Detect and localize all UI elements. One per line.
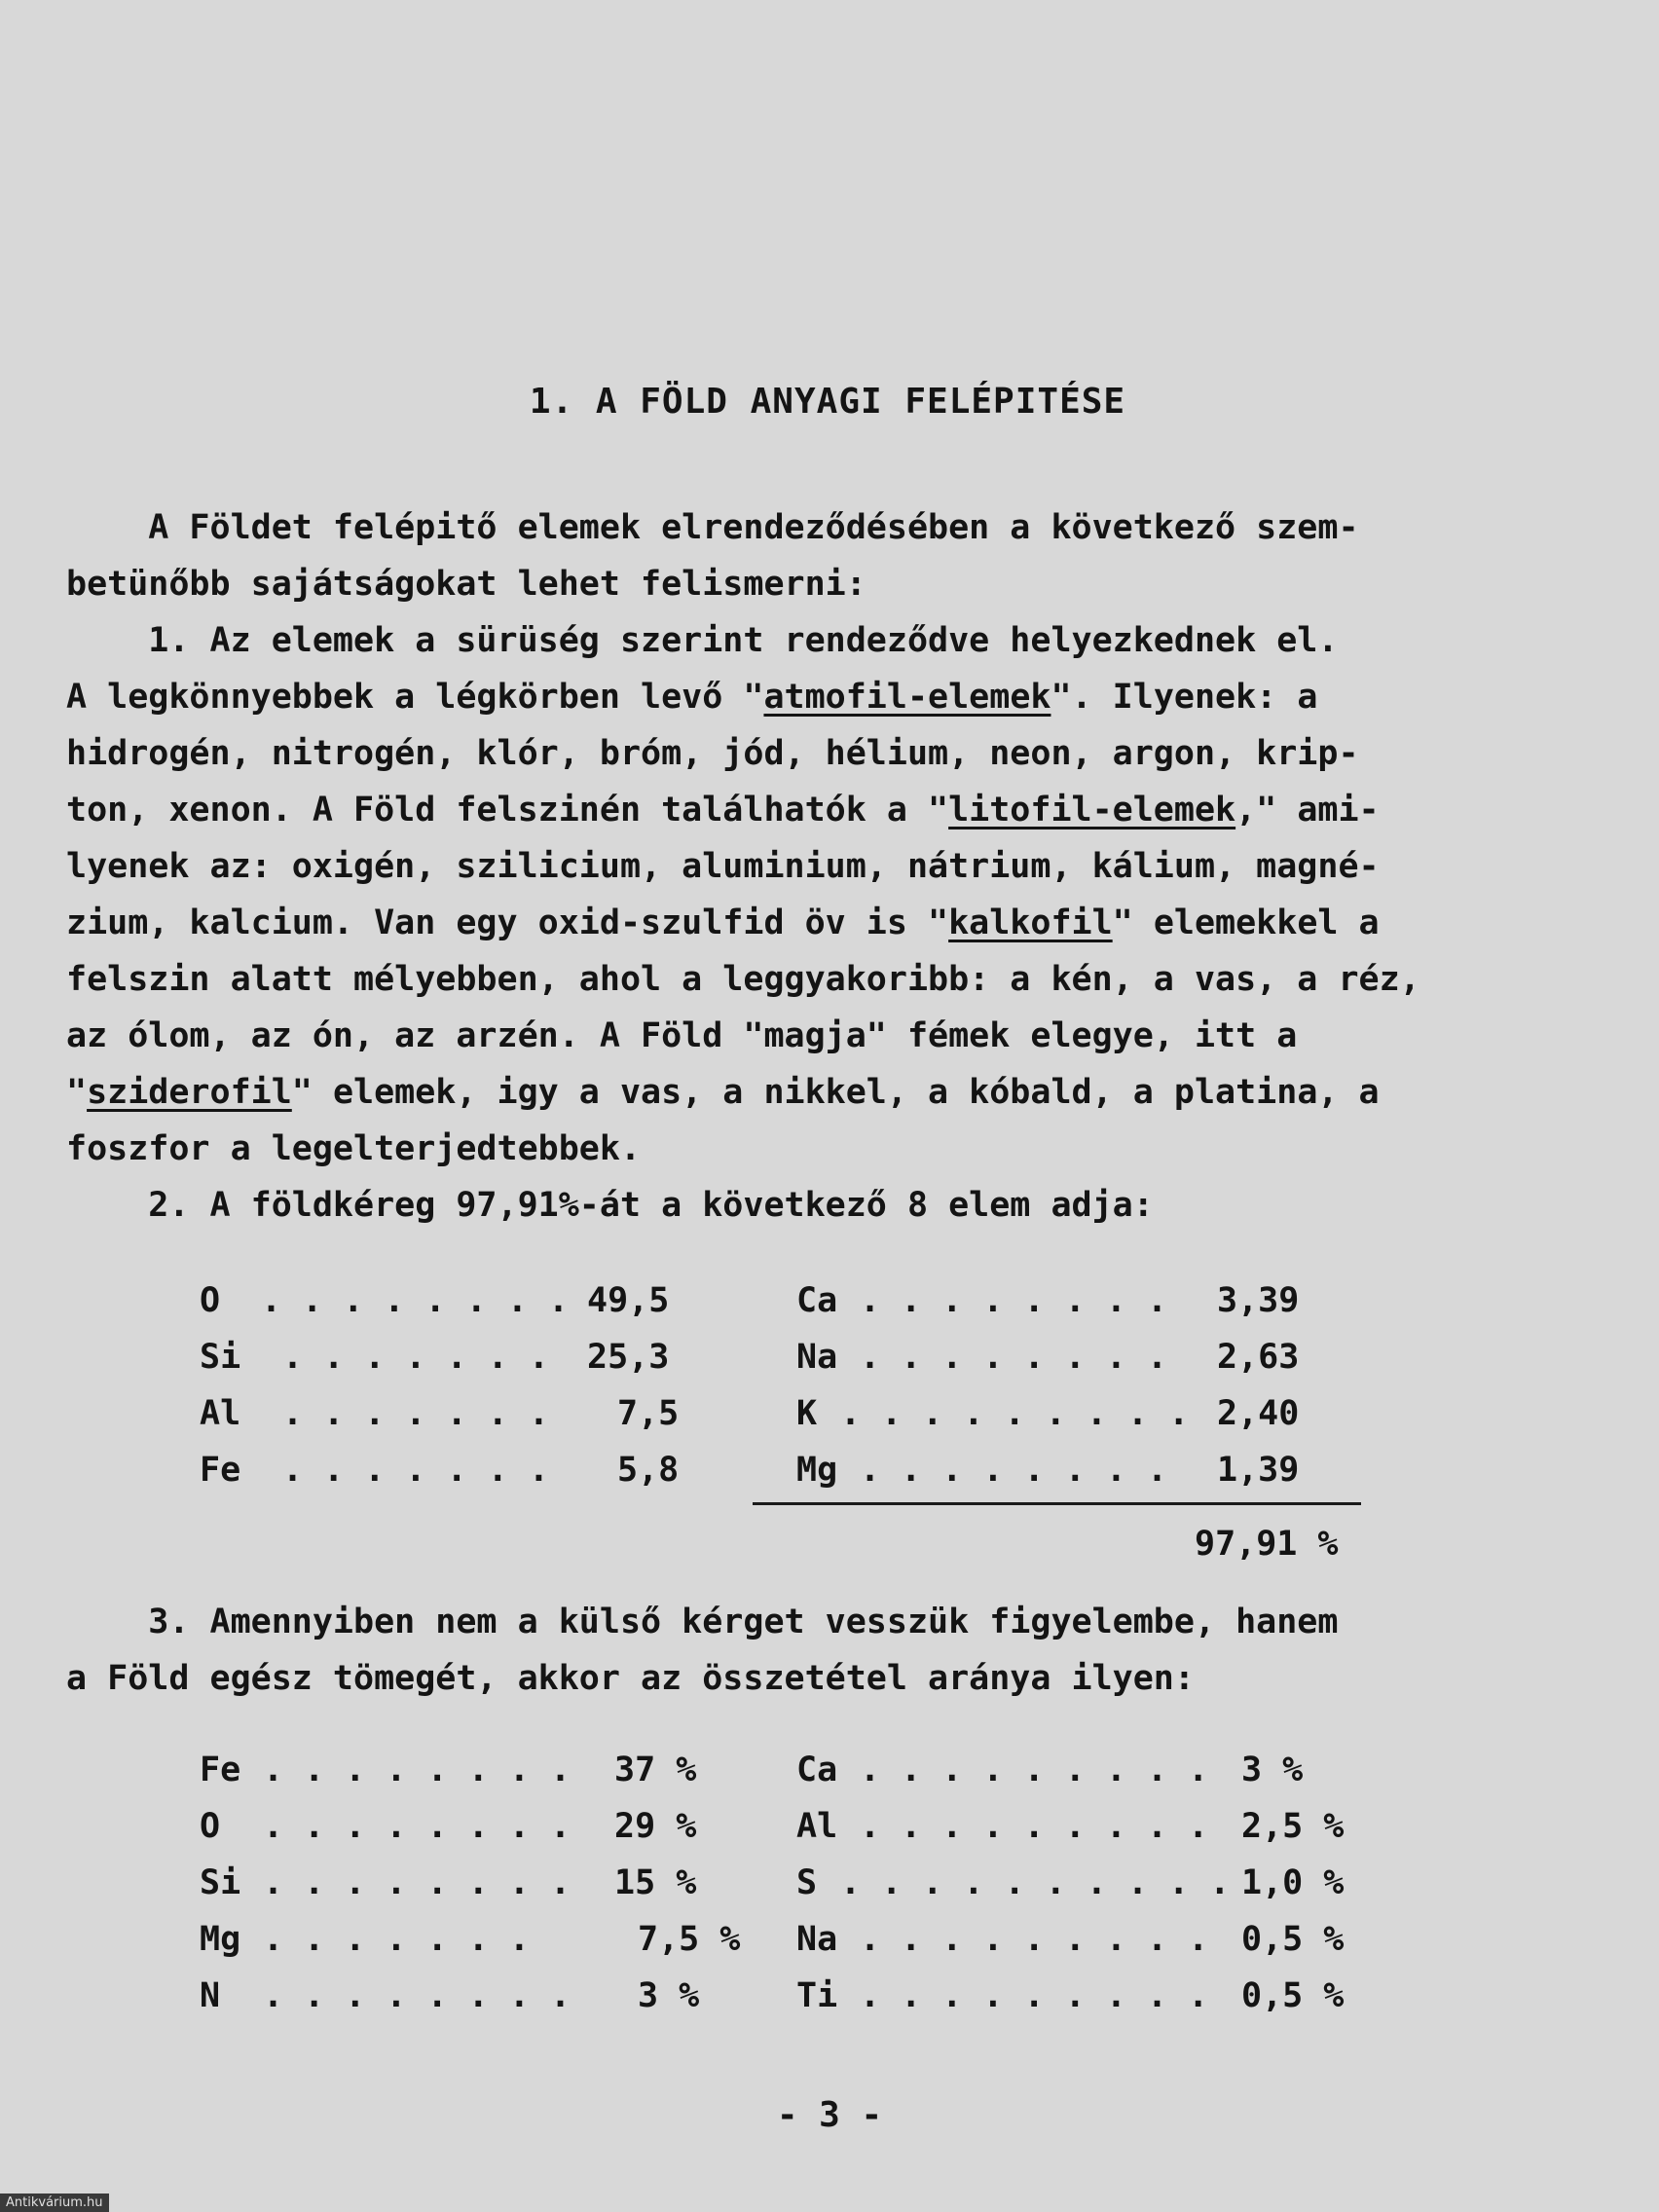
table-cell-dots: . . . . . . . . <box>263 1976 571 2015</box>
term-kalkofil: kalkofil <box>948 903 1113 942</box>
p1-line-7: felszin alatt mélyebben, ahol a leggyakoribb: a kén, a vas, a réz, <box>66 960 1420 999</box>
table-cell-dots: . . . . . . . . . <box>860 1976 1209 2015</box>
table-cell-dots: . . . . . . . . <box>860 1281 1168 1320</box>
p3-line-1: 3. Amennyiben nem a külső kérget vesszük figyelembe, hanem <box>66 1603 1339 1641</box>
table-cell-value: 15 % <box>614 1863 697 1902</box>
p1-line-9 <box>66 1073 1585 1112</box>
table-cell-element: Si <box>200 1863 241 1902</box>
table-cell-dots: . . . . . . . <box>263 1920 530 1959</box>
table-cell-dots: . . . . . . . . . <box>860 1807 1209 1846</box>
table-cell-dots: . . . . . . . . <box>261 1281 570 1320</box>
p1-line-3: hidrogén, nitrogén, klór, bróm, jód, hélium, neon, argon, krip- <box>66 734 1359 773</box>
table-cell-value: 0,5 % <box>1241 1976 1345 2015</box>
term-litofil: litofil-elemek <box>948 791 1236 830</box>
term-sziderofil: sziderofil <box>87 1073 292 1112</box>
text-fragment: ton, xenon. A Föld felszinén találhatók a " <box>66 791 949 830</box>
table-cell-value: 7,5 % <box>638 1920 741 1959</box>
table-cell-dots: . . . . . . . <box>282 1451 549 1490</box>
table-cell-element: Fe <box>200 1751 241 1789</box>
table-cell-dots: . . . . . . . . <box>860 1451 1168 1490</box>
p1-line-4 <box>66 791 1585 830</box>
table-cell-value: 2,63 <box>1217 1338 1300 1377</box>
table-cell-element: O <box>200 1807 221 1846</box>
table-cell-value: 0,5 % <box>1241 1920 1345 1959</box>
table-cell-value: 37 % <box>614 1751 697 1789</box>
table-cell-dots: . . . . . . . . . <box>860 1751 1209 1789</box>
text-fragment: ". Ilyenek: a <box>1051 678 1318 717</box>
p1-line-8: az ólom, az ón, az arzén. A Föld "magja" fémek elegye, itt a <box>66 1016 1298 1055</box>
page-number: - 3 - <box>776 2095 883 2135</box>
text-fragment: " elemekkel a <box>1112 903 1380 942</box>
table-cell-element: K <box>796 1394 818 1433</box>
table-cell-element: N <box>200 1976 221 2015</box>
table-cell-value: 29 % <box>614 1807 697 1846</box>
table-cell-element: Fe <box>200 1451 241 1490</box>
table-cell-value: 49,5 <box>587 1281 670 1320</box>
p1-line-6 <box>66 903 1585 942</box>
text-fragment: " <box>66 1073 88 1112</box>
table-cell-element: Al <box>200 1394 241 1433</box>
p2-line: 2. A földkéreg 97,91%-át a következő 8 elem adja: <box>66 1186 1154 1225</box>
table-cell-value: 7,5 <box>617 1394 680 1433</box>
table-cell-value: 3 % <box>1241 1751 1304 1789</box>
table-cell-value: 25,3 <box>587 1338 670 1377</box>
table-cell-value: 1,0 % <box>1241 1863 1345 1902</box>
p1-line-1: 1. Az elemek a sürüség szerint rendeződve helyezkednek el. <box>66 621 1339 660</box>
p1-line-5: lyenek az: oxigén, szilicium, aluminium, nátrium, kálium, magné- <box>66 847 1380 886</box>
sum-rule <box>753 1502 1361 1505</box>
table-cell-element: O <box>200 1281 221 1320</box>
total-value: 97,91 % <box>1195 1525 1339 1564</box>
table-cell-value: 5,8 <box>617 1451 680 1490</box>
table-cell-dots: . . . . . . . . <box>263 1807 571 1846</box>
table-cell-value: 3 % <box>638 1976 700 2015</box>
table-cell-dots: . . . . . . . <box>282 1338 549 1377</box>
text-fragment: ," ami- <box>1235 791 1380 830</box>
table-cell-value: 3,39 <box>1217 1281 1300 1320</box>
table-cell-element: Ca <box>796 1751 838 1789</box>
table-cell-element: Mg <box>796 1451 838 1490</box>
intro-line-2: betünőbb sajátságokat lehet felismerni: <box>66 565 866 604</box>
table-cell-element: Mg <box>200 1920 241 1959</box>
table-cell-dots: . . . . . . . <box>282 1394 549 1433</box>
table-cell-dots: . . . . . . . . <box>263 1751 571 1789</box>
table-cell-element: Si <box>200 1338 241 1377</box>
table-cell-dots: . . . . . . . . . <box>840 1394 1190 1433</box>
watermark: Antikvárium.hu <box>0 2194 109 2212</box>
section-title: 1. A FÖLD ANYAGI FELÉPITÉSE <box>529 382 1126 422</box>
table-cell-element: Al <box>796 1807 838 1846</box>
table-cell-value: 2,5 % <box>1241 1807 1345 1846</box>
table-cell-element: S <box>796 1863 818 1902</box>
table-cell-value: 1,39 <box>1217 1451 1300 1490</box>
text-fragment: A legkönnyebbek a légkörben levő " <box>66 678 764 717</box>
p3-line-2: a Föld egész tömegét, akkor az összetétel aránya ilyen: <box>66 1659 1195 1698</box>
table-cell-dots: . . . . . . . . <box>860 1338 1168 1377</box>
intro-line-1: A Földet felépitő elemek elrendeződésében a következő szem- <box>66 508 1359 547</box>
term-atmofil: atmofil-elemek <box>763 678 1051 717</box>
table-cell-value: 2,40 <box>1217 1394 1300 1433</box>
table-cell-dots: . . . . . . . . . . <box>840 1863 1231 1902</box>
table-cell-element: Na <box>796 1920 838 1959</box>
text-fragment: zium, kalcium. Van egy oxid-szulfid öv is " <box>66 903 949 942</box>
table-cell-element: Na <box>796 1338 838 1377</box>
table-cell-dots: . . . . . . . . . <box>860 1920 1209 1959</box>
p1-line-10: foszfor a legelterjedtebbek. <box>66 1129 642 1168</box>
table-cell-dots: . . . . . . . . <box>263 1863 571 1902</box>
text-fragment: " elemek, igy a vas, a nikkel, a kóbald, a platina, a <box>291 1073 1380 1112</box>
p1-line-2 <box>66 678 1585 717</box>
table-cell-element: Ca <box>796 1281 838 1320</box>
table-cell-element: Ti <box>796 1976 838 2015</box>
